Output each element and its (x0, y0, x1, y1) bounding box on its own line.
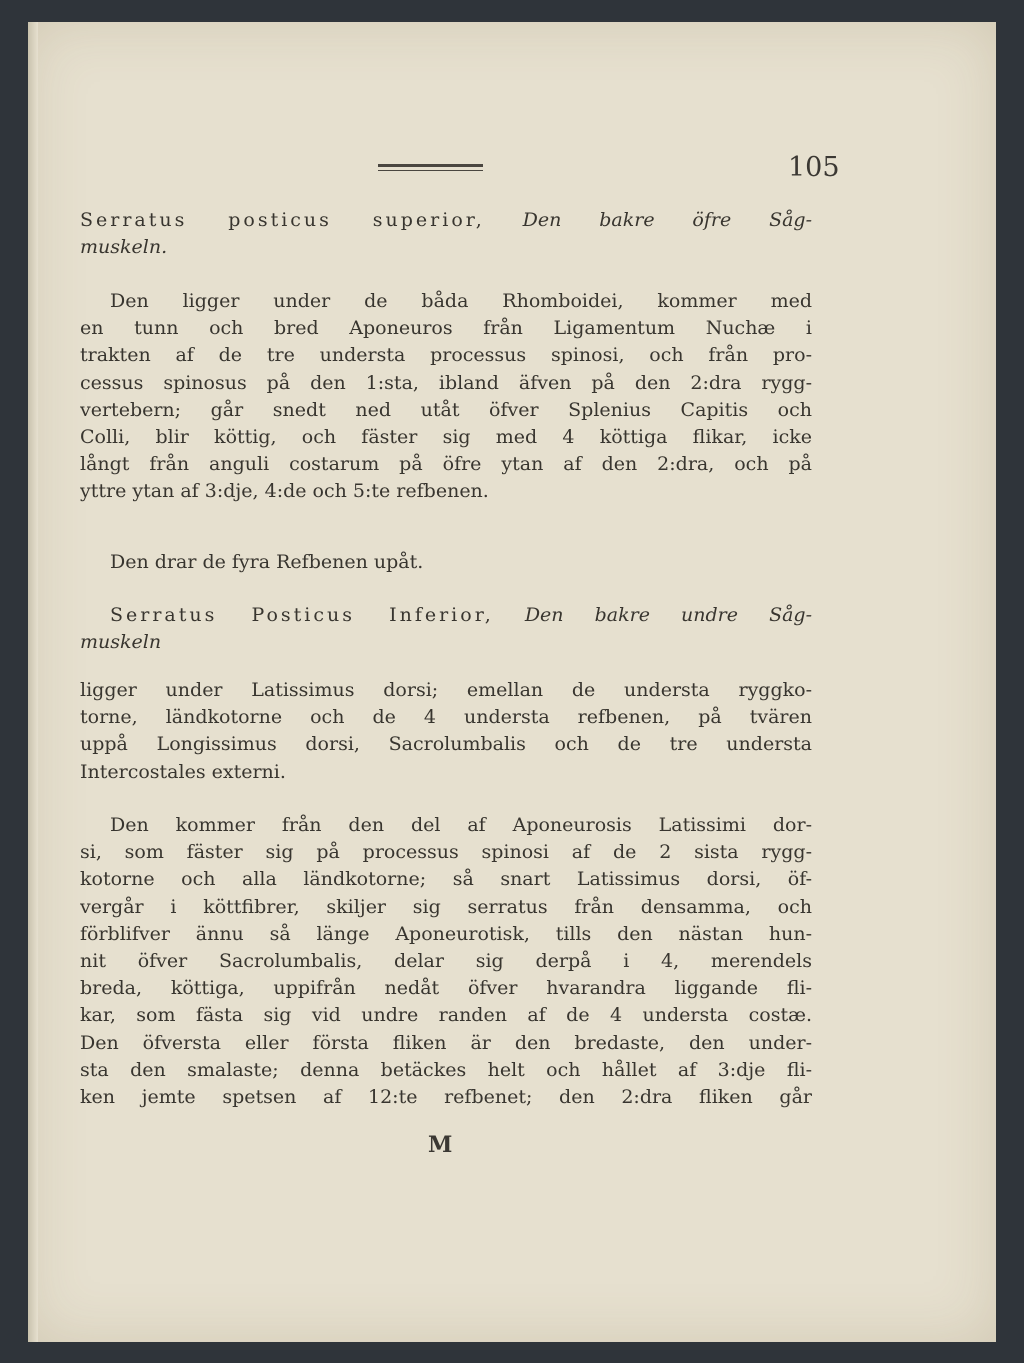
text-line: Den drar de fyra Refbenen upåt. (110, 551, 424, 573)
paragraph-2 (80, 549, 812, 576)
text-line: nit öfver Sacrolumbalis, delar sig derpå i 4, merendels (80, 949, 812, 972)
paragraph-1 (80, 288, 812, 506)
text-line: Colli, blir köttig, och fäster sig med 4 köttiga flikar, icke (80, 425, 812, 448)
section-heading-inferior (80, 602, 812, 656)
page-edge (28, 22, 38, 1342)
text-line: Den ligger under de båda Rhomboidei, kommer med (110, 290, 812, 312)
signature-mark: M (428, 1132, 453, 1158)
text-line: Den öfversta eller första fliken är den bredaste, den under- (80, 1031, 812, 1054)
heading-cont: muskeln (80, 631, 162, 654)
page-number: 105 (788, 152, 840, 183)
text-line: långt från anguli costarum på öfre ytan af den 2:dra, och på (80, 453, 812, 476)
text-line: cessus spinosus på den 1:sta, ibland äfven på den 2:dra rygg- (80, 371, 812, 394)
text-line: vertebern; går snedt ned utåt öfver Splenius Capitis och (80, 398, 812, 421)
heading-line (80, 602, 812, 629)
text-line: ken jemte spetsen af 12:te refbenet; den 2:dra fliken går (80, 1085, 812, 1108)
text-line: sta den smalaste; denna betäckes helt och hållet af 3:dje fli- (80, 1058, 812, 1081)
text-line: uppå Longissimus dorsi, Sacrolumbalis och de tre understa (80, 733, 812, 756)
heading-cont: muskeln. (80, 236, 168, 259)
header-rule-thin (378, 170, 483, 171)
text-line: förblifver ännu så länge Aponeurotisk, tills den nästan hun- (80, 922, 812, 945)
header-rule (378, 164, 483, 167)
paragraph-3 (80, 677, 812, 786)
text-line: kar, som fästa sig vid undre randen af de 4 understa costæ. (80, 1004, 812, 1027)
heading-swedish: Den bakre undre Såg- (524, 604, 812, 626)
text-line: trakten af de tre understa processus spinosi, och från pro- (80, 344, 812, 367)
text-line: kotorne och alla ländkotorne; så snart Latissimus dorsi, öf- (80, 868, 812, 891)
text-line: si, som fäster sig på processus spinosi af de 2 sista rygg- (80, 841, 812, 864)
text-line: breda, köttiga, uppifrån nedåt öfver hvarandra liggande fli- (80, 977, 812, 1000)
text-line: en tunn och bred Aponeuros från Ligamentum Nuchæ i (80, 317, 812, 340)
book-page (28, 22, 996, 1342)
text-line: Intercostales externi. (80, 760, 286, 783)
section-heading-superior (80, 207, 812, 261)
text-line: yttre ytan af 3:dje, 4:de och 5:te refbenen. (80, 480, 489, 503)
heading-swedish: Den bakre öfre Såg- (522, 209, 812, 231)
heading-latin: Serratus posticus superior, (80, 209, 485, 231)
text-line: Den kommer från den del af Aponeurosis Latissimi dor- (110, 814, 812, 836)
text-line: torne, ländkotorne och de 4 understa refbenen, på tvären (80, 706, 812, 729)
heading-line (80, 207, 812, 234)
paragraph-4 (80, 812, 812, 1111)
heading-latin: Serratus Posticus Inferior, (110, 604, 494, 626)
text-line: ligger under Latissimus dorsi; emellan de understa ryggko- (80, 679, 812, 701)
text-line: vergår i köttfibrer, skiljer sig serratus från densamma, och (80, 895, 812, 918)
